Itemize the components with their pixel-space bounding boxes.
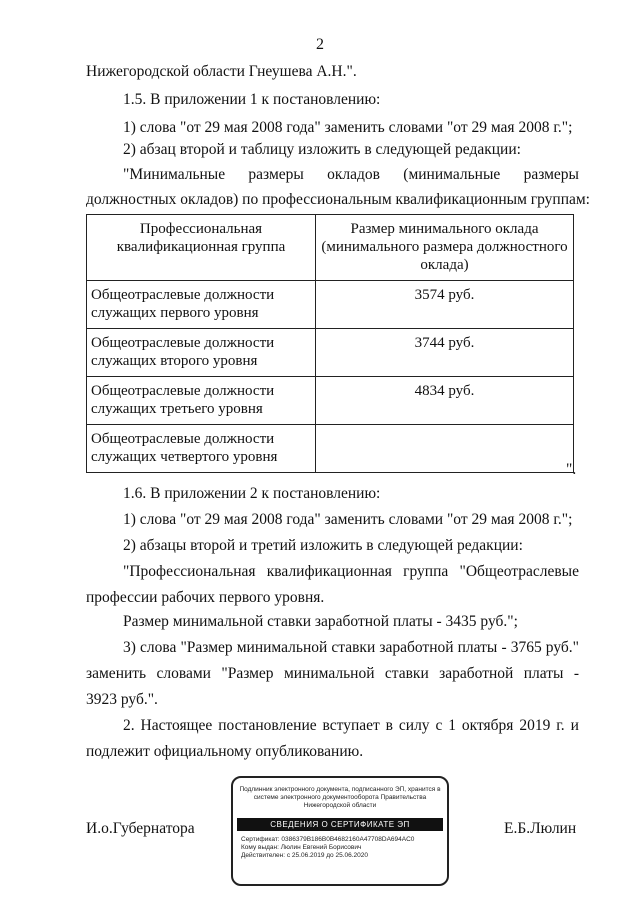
word: - xyxy=(573,665,579,682)
word: 3765 xyxy=(510,639,542,656)
table-cell: 3744 руб. xyxy=(316,329,574,377)
qualification-table xyxy=(86,214,574,473)
word: 2. xyxy=(123,717,135,734)
stamp-title-bar: СВЕДЕНИЯ О СЕРТИФИКАТЕ ЭП xyxy=(237,818,443,831)
word: и xyxy=(570,717,579,734)
table-cell: Общеотраслевые должности служащих второго уровня xyxy=(87,329,316,377)
electronic-signature-stamp xyxy=(231,776,449,886)
text-line: 1.6. В приложении 2 к постановлению: xyxy=(123,485,381,502)
word: Настоящее xyxy=(140,717,213,734)
text-line: 3923 руб.". xyxy=(86,691,158,708)
text-line: 1) слова "от 29 мая 2008 года" заменить словами "от 29 мая 2008 г."; xyxy=(123,119,573,136)
word: "Размер xyxy=(221,665,274,682)
word: руб." xyxy=(545,639,579,656)
text-line: подлежит официальному опубликованию. xyxy=(86,743,364,760)
word: заработной xyxy=(439,665,514,682)
word: словами xyxy=(156,665,211,682)
word: 1 xyxy=(448,717,456,734)
stamp-certificate: Сертификат: 0386379B186B0B4682160A47708DA694AC0 xyxy=(241,836,415,843)
word: минимальной xyxy=(236,639,328,656)
table-cell: 3574 руб. xyxy=(316,281,574,329)
word: минимальной xyxy=(283,665,375,682)
signatory-title: И.о.Губернатора xyxy=(86,820,195,837)
word: окладов xyxy=(327,166,380,183)
table-cell: Общеотраслевые должности служащих первого уровня xyxy=(87,281,316,329)
word: - xyxy=(501,639,507,656)
word: октября xyxy=(461,717,514,734)
justified-line xyxy=(86,664,579,684)
table-row xyxy=(87,281,574,329)
table-cell: Общеотраслевые должности служащих четвертого уровня xyxy=(87,425,316,473)
word: заменить xyxy=(86,665,147,682)
table-cell xyxy=(316,425,574,473)
column-header: Размер минимального оклада (минимального размера должностного оклада) xyxy=(316,215,574,281)
word: 3) xyxy=(123,639,136,656)
word: ставки xyxy=(331,639,376,656)
justified-line xyxy=(123,638,579,658)
stamp-validity: Действителен: с 25.06.2019 до 25.06.2020 xyxy=(241,852,369,859)
text-line: 1.5. В приложении 1 к постановлению: xyxy=(123,91,381,108)
word: г. xyxy=(556,717,565,734)
table-header-row xyxy=(87,215,574,281)
word: группа xyxy=(403,563,449,580)
table-row xyxy=(87,425,574,473)
word: размеры xyxy=(523,166,579,183)
word: силу xyxy=(398,717,430,734)
word: слова xyxy=(140,639,177,656)
text-line: должностных окладов) по профессиональным квалификационным группам: xyxy=(86,191,590,208)
column-header: Профессиональная квалификационная группа xyxy=(87,215,316,281)
page-number: 2 xyxy=(316,36,324,53)
stamp-header: Подлинник электронного документа, подписанного ЭП, хранится в системе электронного документооборота Правительства Нижегородской области xyxy=(239,786,441,809)
word: 2019 xyxy=(519,717,551,734)
word: платы xyxy=(457,639,498,656)
word: заработной xyxy=(379,639,454,656)
word: вступает xyxy=(322,717,380,734)
word: постановление xyxy=(218,717,317,734)
text-line: 1) слова "от 29 мая 2008 года" заменить словами "от 29 мая 2008 г."; xyxy=(123,511,573,528)
justified-line xyxy=(123,165,579,185)
text-line: 2) абзацы второй и третий изложить в следующей редакции: xyxy=(123,537,523,554)
table-cell: Общеотраслевые должности служащих третьего уровня xyxy=(87,377,316,425)
text-line: профессии рабочих первого уровня. xyxy=(86,589,325,606)
signatory-name: Е.Б.Люлин xyxy=(504,820,577,837)
text-line: Размер минимальной ставки заработной платы - 3435 руб."; xyxy=(123,613,518,630)
justified-line xyxy=(123,562,579,582)
text-line: Нижегородской области Гнеушева А.Н.". xyxy=(86,63,357,80)
word: "Общеотраслевые xyxy=(459,563,579,580)
word: "Минимальные xyxy=(123,166,226,183)
table-cell: 4834 руб. xyxy=(316,377,574,425)
stamp-issued-to: Кому выдан: Люлин Евгений Борисович xyxy=(241,844,362,851)
table-row xyxy=(87,329,574,377)
justified-line xyxy=(123,716,579,736)
word: "Размер xyxy=(180,639,233,656)
table-row xyxy=(87,377,574,425)
word: в xyxy=(385,717,393,734)
word: размеры xyxy=(248,166,304,183)
text-line: 2) абзац второй и таблицу изложить в следующей редакции: xyxy=(123,141,521,158)
word: квалификационная xyxy=(266,563,392,580)
word: "Профессиональная xyxy=(123,563,256,580)
word: с xyxy=(435,717,443,734)
closing-quote: ". xyxy=(566,461,577,478)
word: платы xyxy=(523,665,564,682)
word: (минимальные xyxy=(403,166,501,183)
word: ставки xyxy=(384,665,429,682)
